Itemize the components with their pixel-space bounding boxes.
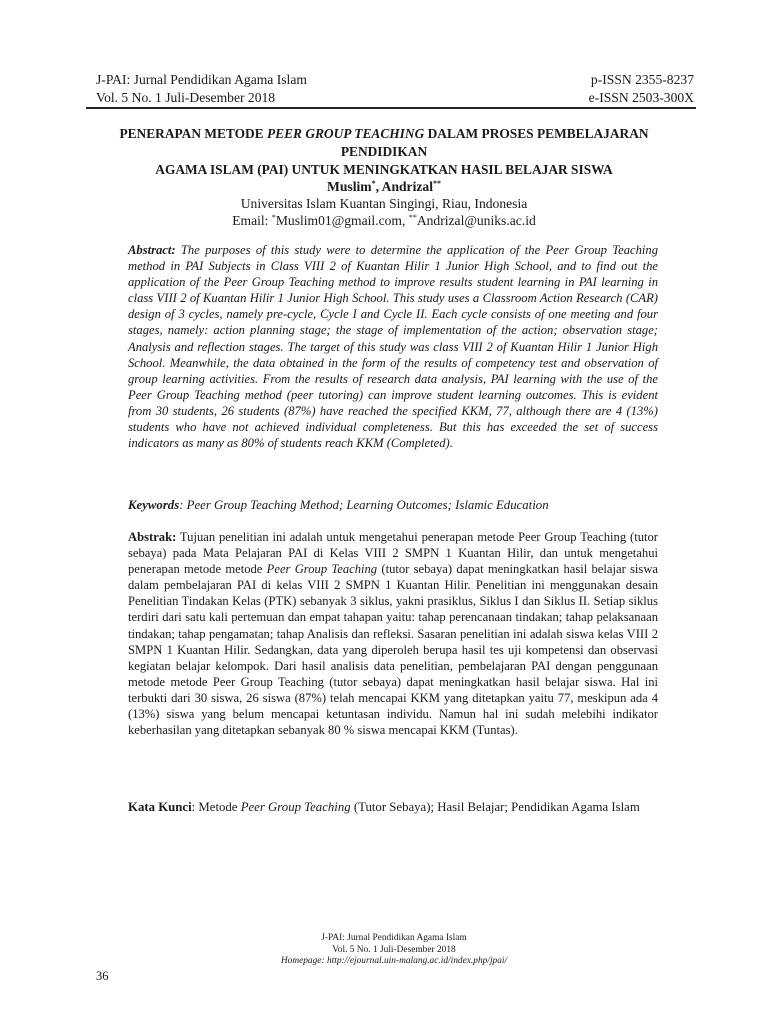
paper-title [80, 125, 688, 179]
header-divider [86, 107, 696, 109]
abstract-english [128, 242, 658, 451]
author-2: Andrizal [381, 179, 433, 194]
keywords-label: Keywords [128, 498, 180, 512]
abstrak-text-2: (tutor sebaya) dapat meningkatkan hasil belajar siswa dalam pembelajaran PAI di kelas VIII 2 SMPN 1 Kuantan Hilir. Penelitian ini menggunakan desain Penelitian Tindakan Kelas (PTK) sebanyak 3 siklus, yakni prasiklus, Siklus I dan Siklus II. Setiap siklus terdiri dari satu kali pertemuan dan empat tahapan yaitu: tahap perencanaan tindakan; tahap pelaksanaan tindakan; tahap pengamatan; tahap Analisis dan refleksi. Sasaran penelitian ini adalah siswa kelas VIII 2 SMPN 1 Kuantan Hilir. Sedangkan, data yang diperoleh berupa hasil tes uji kompetensi dan observasi kegiatan belajar kelompok. Dari hasil analisis data penelitian, pembelajaran PAI dengan penggunaan metode metode Peer Group Teaching (tutor sebaya) dapat meningkatkan hasil belajar siswa. Hal ini terbukti dari 30 siswa, 26 siswa (87%) telah mencapai KKM yang ditetapkan yaitu 77, meskipun ada 4 (13%) siswa yang belum mencapai ketuntasan individu. Namun hal ini sudah melebihi indikator keberhasilan yang ditetapkan sebanyak 80 % siswa mencapai KKM (Tuntas). [128, 562, 659, 738]
kata-kunci-text-2: (Tutor Sebaya); Hasil Belajar; Pendidikan Agama Islam [350, 800, 640, 814]
email-2: Andrizal@uniks.ac.id [416, 213, 536, 228]
print-issn: p-ISSN 2355-8237 [590, 72, 694, 87]
kata-kunci-text-1: : Metode [191, 800, 241, 814]
journal-volume: Vol. 5 No. 1 Juli-Desember 2018 [96, 90, 276, 105]
title-text-2: DALAM PROSES PEMBELAJARAN PENDIDIKAN [340, 126, 649, 159]
running-header [96, 71, 694, 107]
kata-kunci-emphasis: Peer Group Teaching [240, 800, 351, 814]
keywords-indonesian [128, 799, 658, 815]
abstract-indonesian [128, 529, 658, 738]
email-label: Email: [232, 213, 272, 228]
title-line-2: AGAMA ISLAM (PAI) UNTUK MENINGKATKAN HASIL BELAJAR SISWA [155, 162, 613, 177]
title-text-1: PENERAPAN METODE [119, 126, 267, 141]
footer-journal: J-PAI: Jurnal Pendidikan Agama Islam [321, 933, 467, 943]
author-2-mark: ** [432, 179, 441, 188]
abstrak-emphasis: Peer Group Teaching [266, 562, 378, 577]
abstrak-label: Abstrak: [128, 530, 177, 544]
author-emails [80, 212, 688, 229]
abstract-label: Abstract: [128, 243, 176, 257]
page-footer [180, 933, 608, 968]
keywords-text: : Peer Group Teaching Method; Learning Outcomes; Islamic Education [179, 498, 549, 512]
abstract-text: The purposes of this study were to determine the application of the Peer Group Teaching method in PAI Subjects in Class VIII 2 of Kuantan Hilir 1 Junior High School, and to find out the application of the Peer Group Teaching method to improve results student learning in PAI learning in class VIII 2 of Kuantan Hilir 1 Junior High School. This study uses a Classroom Action Research (CAR) design of 3 cycles, namely pre-cycle, Cycle I and Cycle II. Each cycle consists of one meeting and four stages, namely: action planning stage; the stage of implementation of the action; observation stage; Analysis and reflection stages. The target of this study was class VIII 2 of Kuantan Hilir 1 Junior High School. Meanwhile, the data obtained in the form of the results of competency test and observation of group learning activities. From the results of research data analysis, PAI learning with the use of the Peer Group Teaching method (peer tutoring) can improve student learning outcomes. This is evident from 30 students, 26 students (87%) have reached the specified KKM, 77, although there are 4 (13%) students who have not achieved individual completeness. But this has exceeded the set of success indicators as many as 80% of students reach KKM (Completed). [128, 243, 658, 451]
page-number: 36 [96, 969, 109, 983]
kata-kunci-label: Kata Kunci [128, 800, 192, 814]
keywords-english [128, 497, 658, 513]
abstrak-text-1: Tujuan penelitian ini adalah untuk mengetahui penerapan metode Peer Group Teaching (tutor sebaya) pada Mata Pelajaran PAI di Kelas VIII 2 SMPN 1 Kuantan Hilir, dan untuk mengetahui penerapan metode metode [128, 530, 658, 577]
title-emphasis: PEER GROUP TEACHING [267, 126, 425, 141]
email-1: Muslim01@gmail.com, [275, 213, 409, 228]
author-sep: , [375, 179, 382, 194]
electronic-issn: e-ISSN 2503-300X [588, 90, 694, 105]
email-1-mark: * [271, 213, 276, 222]
affiliation: Universitas Islam Kuantan Singingi, Riau, Indonesia [240, 196, 528, 211]
author-block [80, 178, 688, 229]
journal-name: J-PAI: Jurnal Pendidikan Agama Islam [96, 72, 307, 87]
author-1-mark: * [371, 179, 376, 188]
author-1: Muslim [327, 179, 372, 194]
email-2-mark: ** [408, 213, 417, 222]
footer-volume: Vol. 5 No. 1 Juli-Desember 2018 [332, 944, 456, 955]
footer-homepage: Homepage: http://ejournal.uin-malang.ac.id/index.php/jpai/ [280, 956, 508, 966]
author-names [80, 178, 688, 195]
